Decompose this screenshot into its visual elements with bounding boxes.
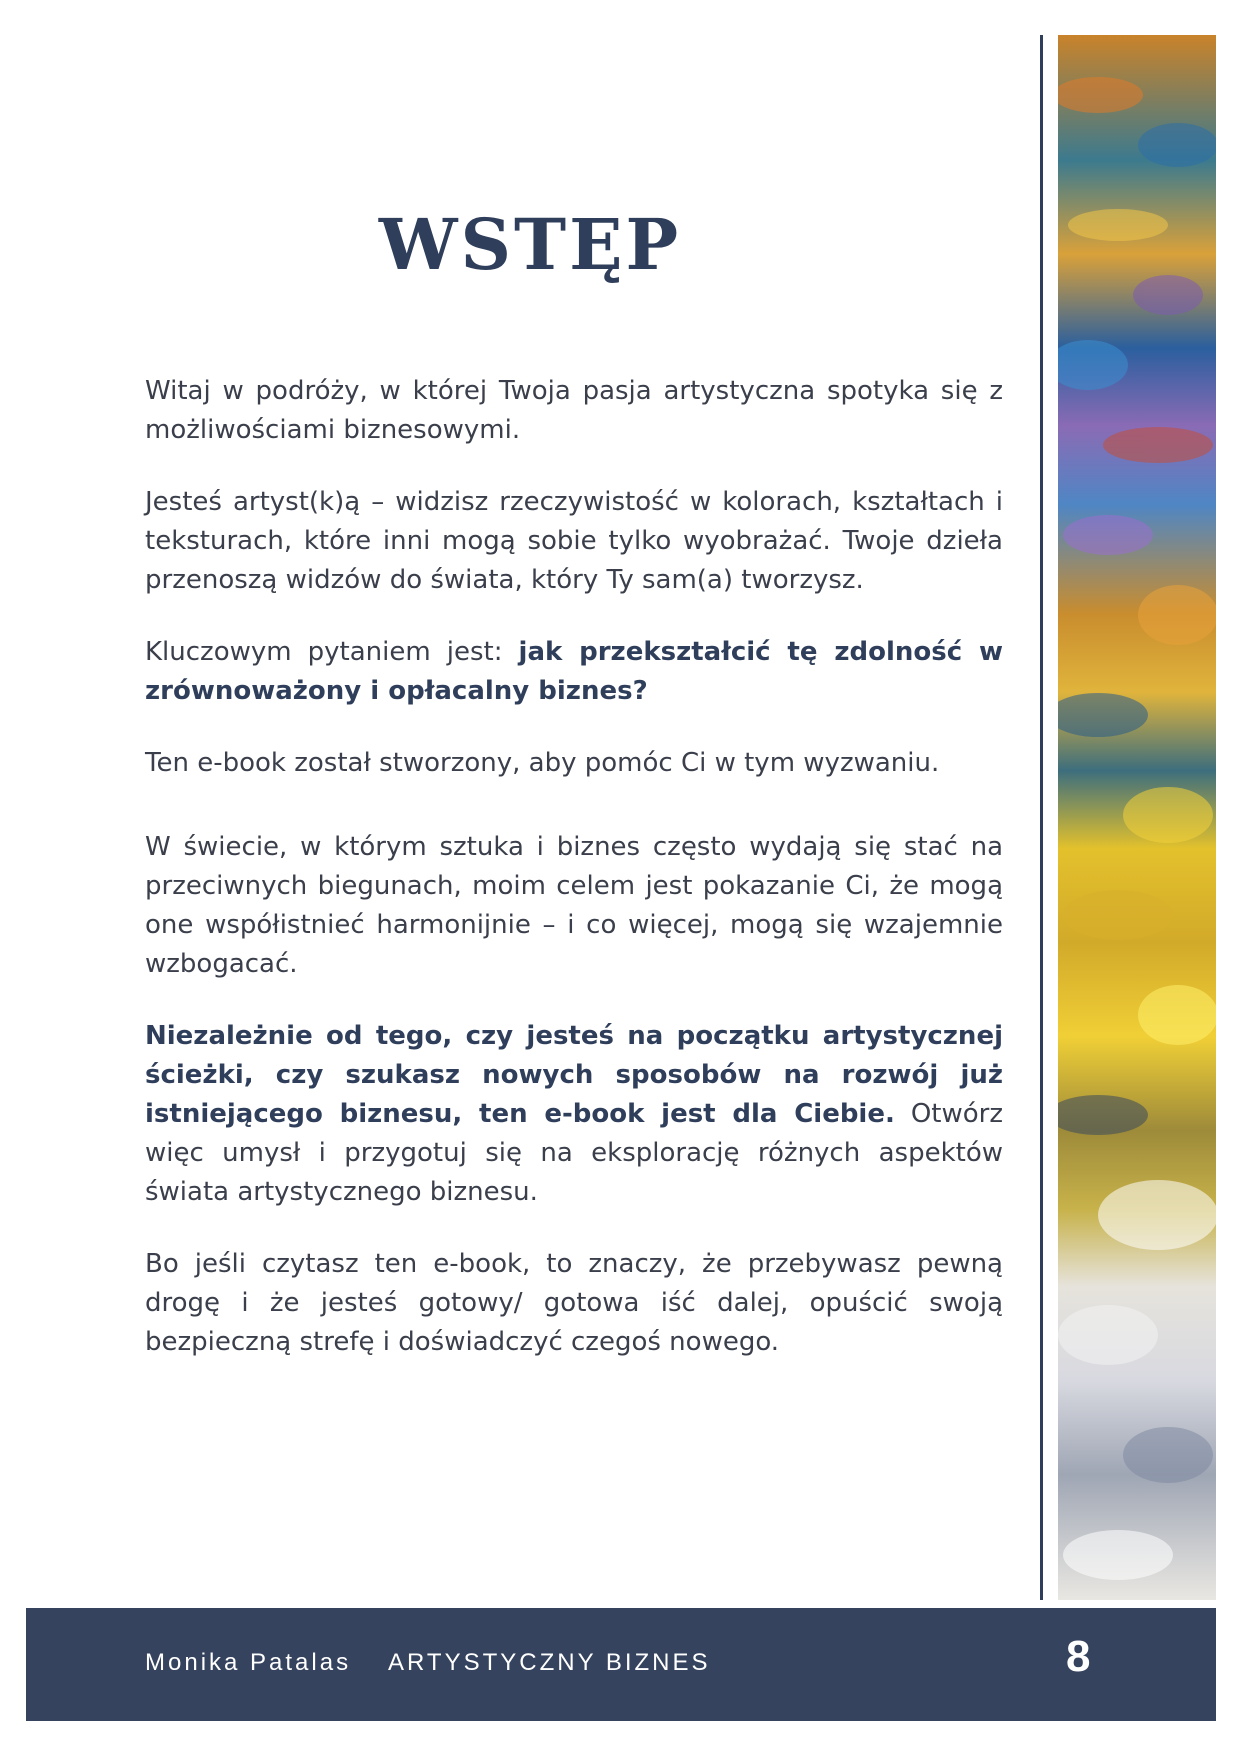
vertical-divider: [1040, 35, 1043, 1600]
paragraph-welcome: Witaj w podróży, w której Twoja pasja artystyczna spotyka się z możliwościami biznesowymi.: [145, 376, 1003, 445]
painting-strip-image: [1058, 35, 1216, 1600]
paragraph-artist: Jesteś artyst(k)ą – widzisz rzeczywistość w kolorach, kształtach i teksturach, które inni mogą sobie tylko wyobrażać. Twoje dzieła przenoszą widzów do świata, który Ty sam(a) tworzysz.: [145, 487, 1003, 595]
key-question-bold: jak przekształcić tę zdolność w zrównoważony i opłacalny biznes?: [145, 637, 1003, 706]
footer-author: Monika Patalas: [145, 1649, 352, 1676]
paragraph-audience: [145, 1017, 1003, 1212]
intro-text: [145, 372, 1003, 1395]
footer-bar: [26, 1608, 1216, 1721]
paragraph-key-question: [145, 633, 1003, 711]
audience-bold: Niezależnie od tego, czy jesteś na początku artystycznej ścieżki, czy szukasz nowych sposobów na rozwój już istniejącego biznesu, ten e-book jest dla Ciebie.: [145, 1021, 1003, 1129]
page-number: 8: [1066, 1632, 1091, 1681]
page-title: WSTĘP: [378, 203, 682, 286]
audience-plain: Otwórz więc umysł i przygotuj się na eksplorację różnych aspektów świata artystycznego biznesu.: [145, 1099, 1003, 1207]
paragraph-art-and-business: W świecie, w którym sztuka i biznes często wydają się stać na przeciwnych biegunach, moim celem jest pokazanie Ci, że mogą one współistnieć harmonijnie – i co więcej, mogą się wzajemnie wzbogacać.: [145, 832, 1003, 979]
footer-book-title: ARTYSTYCZNY BIZNES: [388, 1649, 711, 1676]
paint-strokes-illustration: [1058, 35, 1216, 1600]
paragraph-closing: Bo jeśli czytasz ten e-book, to znaczy, że przebywasz pewną drogę i że jesteś gotowy/ gotowa iść dalej, opuścić swoją bezpieczną strefę i doświadczyć czegoś nowego.: [145, 1249, 1003, 1357]
paragraph-ebook-purpose: Ten e-book został stworzony, aby pomóc Ci w tym wyzwaniu.: [145, 748, 940, 778]
key-question-lead: Kluczowym pytaniem jest:: [145, 637, 519, 667]
